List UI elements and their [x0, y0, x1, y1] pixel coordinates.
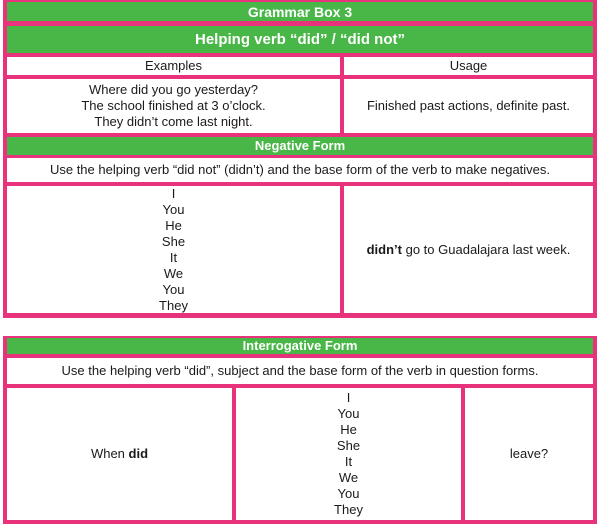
grammar-box	[3, 0, 597, 318]
usage-header: Usage	[344, 57, 593, 75]
question-ending: leave?	[465, 388, 593, 520]
examples-cell	[7, 79, 340, 133]
pronoun: They	[334, 502, 363, 517]
pronoun: I	[171, 185, 176, 201]
interrogative-box	[3, 336, 597, 524]
pronoun: You	[162, 281, 185, 297]
question-pronoun-list	[236, 388, 461, 520]
example-sentence: Where did you go yesterday?	[88, 82, 259, 97]
question-lead-cell	[7, 388, 232, 520]
pronoun: She	[161, 233, 186, 249]
usage-cell: Finished past actions, definite past.	[344, 79, 593, 133]
examples-header: Examples	[7, 57, 340, 75]
pronoun: You	[162, 201, 185, 217]
pronoun: They	[159, 297, 188, 313]
pronoun: She	[336, 438, 361, 453]
negative-sentence	[344, 186, 593, 313]
question-auxiliary: did	[128, 446, 149, 461]
negative-instruction: Use the helping verb “did not” (didn’t) and the base form of the verb to make negatives.	[7, 158, 593, 182]
grammar-box-title: Grammar Box 3	[7, 2, 593, 21]
interrogative-form-title: Interrogative Form	[7, 338, 593, 354]
question-word: When	[90, 446, 129, 461]
example-sentence: The school finished at 3 o’clock.	[81, 98, 266, 113]
pronoun: We	[338, 470, 359, 485]
pronoun: He	[340, 422, 357, 437]
pronoun: It	[344, 454, 353, 469]
negative-sentence-rest: go to Guadalajara last week.	[402, 241, 571, 257]
pronoun: I	[346, 390, 351, 405]
pronoun-list	[7, 186, 340, 313]
section-subtitle: Helping verb “did” / “did not”	[7, 26, 593, 53]
pronoun: You	[337, 486, 360, 501]
negative-auxiliary: didn’t	[366, 241, 402, 257]
pronoun: He	[165, 217, 182, 233]
interrogative-instruction: Use the helping verb “did”, subject and the base form of the verb in question forms.	[7, 358, 593, 384]
pronoun: You	[337, 406, 360, 421]
pronoun: It	[169, 249, 178, 265]
example-sentence: They didn’t come last night.	[94, 114, 253, 129]
pronoun: We	[163, 265, 184, 281]
negative-form-title: Negative Form	[7, 137, 593, 155]
